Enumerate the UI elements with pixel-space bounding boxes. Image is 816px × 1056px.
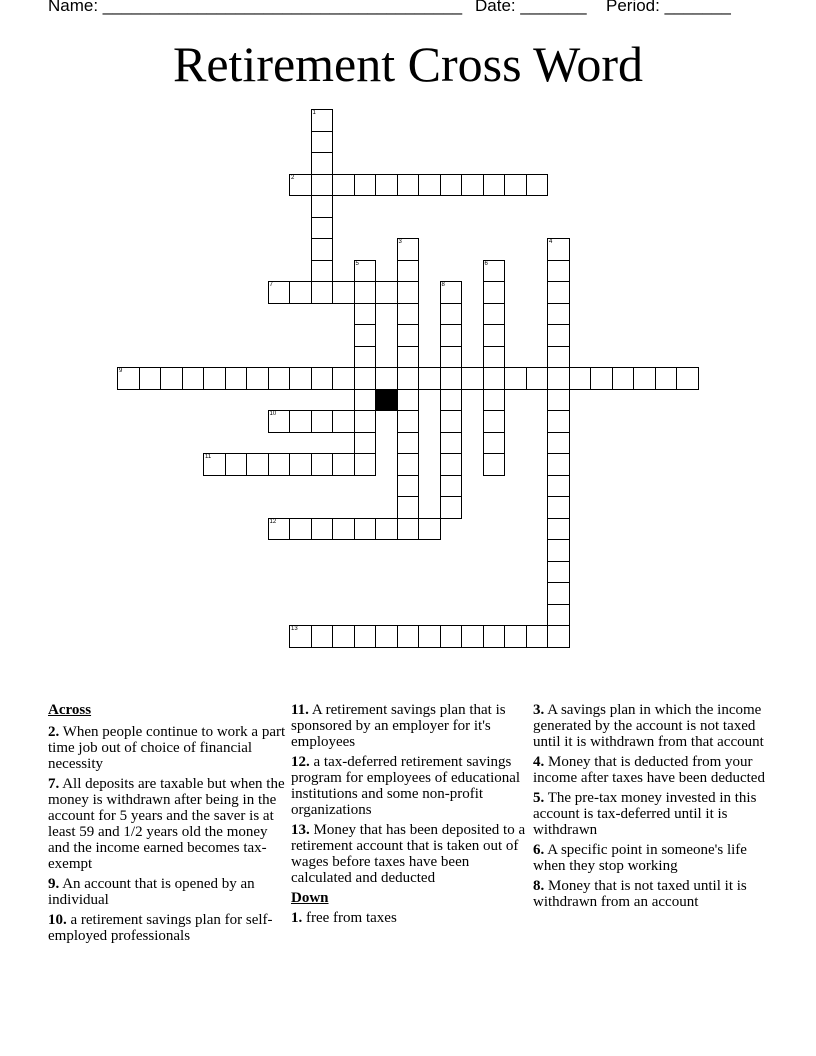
grid-cell[interactable] [332, 625, 355, 648]
grid-cell[interactable] [547, 539, 570, 562]
across-clue-7: 7. All deposits are taxable but when the money is withdrawn after being in the account for 5 years and the saver is at least 59 and 1/2 years old the money and the income earned becomes tax-exempt [48, 776, 285, 872]
clue-column-1 [48, 702, 286, 948]
grid-cell[interactable] [354, 324, 377, 347]
grid-cell[interactable] [440, 324, 463, 347]
grid-cell[interactable] [268, 410, 291, 433]
grid-cell[interactable] [483, 453, 506, 476]
grid-cell[interactable] [311, 131, 334, 154]
grid-cell[interactable] [397, 346, 420, 369]
grid-cell[interactable] [311, 174, 334, 197]
grid-cell[interactable] [440, 475, 463, 498]
grid-cell[interactable] [547, 260, 570, 283]
grid-cell[interactable] [354, 453, 377, 476]
across-clue-12: 12. a tax-deferred retirement savings program for employees of educational institutions and some non-profit organizations [291, 754, 521, 818]
across-clue-2: 2. When people continue to work a part time job out of choice of financial necessity [48, 724, 286, 772]
grid-cell[interactable] [354, 432, 377, 455]
across-clue-13: 13. Money that has been deposited to a retirement account that is taken out of wages before taxes have been calculated and deducted [291, 822, 526, 886]
grid-cell[interactable] [418, 367, 441, 390]
grid-cell[interactable] [397, 389, 420, 412]
grid-cell[interactable] [397, 303, 420, 326]
clue-column-2 [291, 702, 529, 930]
grid-cell[interactable] [311, 238, 334, 261]
grid-cell[interactable] [526, 174, 549, 197]
grid-cell[interactable] [547, 389, 570, 412]
grid-cell[interactable] [289, 367, 312, 390]
grid-cell[interactable] [203, 453, 226, 476]
date-field[interactable]: Date: _______ [475, 0, 587, 15]
grid-cell[interactable] [397, 281, 420, 304]
grid-cell[interactable] [504, 367, 527, 390]
grid-cell[interactable] [440, 453, 463, 476]
black-square [375, 389, 398, 412]
clue-number: 8 [441, 282, 445, 288]
grid-cell[interactable] [397, 174, 420, 197]
grid-cell[interactable] [526, 625, 549, 648]
grid-cell[interactable] [332, 174, 355, 197]
grid-cell[interactable] [354, 346, 377, 369]
grid-cell[interactable] [289, 625, 312, 648]
grid-cell[interactable] [397, 432, 420, 455]
grid-cell[interactable] [633, 367, 656, 390]
grid-cell[interactable] [547, 432, 570, 455]
grid-cell[interactable] [504, 625, 527, 648]
grid-cell[interactable] [354, 174, 377, 197]
grid-cell[interactable] [246, 453, 269, 476]
grid-cell[interactable] [547, 475, 570, 498]
name-field[interactable]: Name: ______________________________________ [48, 0, 463, 15]
grid-cell[interactable] [461, 174, 484, 197]
grid-cell[interactable] [440, 367, 463, 390]
grid-cell[interactable] [268, 281, 291, 304]
grid-cell[interactable] [354, 367, 377, 390]
grid-cell[interactable] [397, 453, 420, 476]
down-clue-1: 1. free from taxes [291, 910, 397, 926]
grid-cell[interactable] [483, 324, 506, 347]
grid-cell[interactable] [311, 453, 334, 476]
clue-number: 9 [119, 368, 123, 374]
grid-cell[interactable] [483, 260, 506, 283]
grid-cell[interactable] [547, 324, 570, 347]
grid-cell[interactable] [182, 367, 205, 390]
grid-cell[interactable] [547, 453, 570, 476]
grid-cell[interactable] [268, 367, 291, 390]
grid-cell[interactable] [547, 582, 570, 605]
grid-cell[interactable] [203, 367, 226, 390]
grid-cell[interactable] [332, 410, 355, 433]
grid-cell[interactable] [397, 518, 420, 541]
grid-cell[interactable] [354, 410, 377, 433]
grid-cell[interactable] [483, 432, 506, 455]
grid-cell[interactable] [418, 518, 441, 541]
grid-cell[interactable] [440, 432, 463, 455]
grid-cell[interactable] [547, 303, 570, 326]
clue-number: 10 [269, 411, 277, 417]
down-clue-8: 8. Money that is not taxed until it is withdrawn from an account [533, 878, 747, 910]
clue-number: 2 [291, 174, 295, 181]
clue-number: 6 [484, 260, 488, 267]
grid-cell[interactable] [547, 561, 570, 584]
grid-cell[interactable] [289, 453, 312, 476]
grid-cell[interactable] [547, 518, 570, 541]
clue-number: 7 [269, 282, 273, 288]
grid-cell[interactable] [375, 174, 398, 197]
across-clue-9: 9. An account that is opened by an individual [48, 876, 255, 908]
clue-number: 13 [291, 626, 298, 632]
down-clue-3: 3. A savings plan in which the income generated by the account is not taxed until it is withdrawn from that account [533, 702, 764, 750]
grid-cell[interactable] [354, 303, 377, 326]
grid-cell[interactable] [289, 174, 312, 197]
clue-number: 11 [205, 454, 212, 460]
period-field[interactable]: Period: _______ [606, 0, 731, 15]
clue-number: 3 [398, 239, 402, 245]
grid-cell[interactable] [547, 346, 570, 369]
grid-cell[interactable] [397, 475, 420, 498]
grid-cell[interactable] [289, 518, 312, 541]
grid-cell[interactable] [311, 410, 334, 433]
grid-cell[interactable] [440, 410, 463, 433]
grid-cell[interactable] [547, 496, 570, 519]
grid-cell[interactable] [117, 367, 140, 390]
grid-cell[interactable] [268, 518, 291, 541]
grid-cell[interactable] [354, 389, 377, 412]
grid-cell[interactable] [397, 260, 420, 283]
grid-cell[interactable] [483, 410, 506, 433]
grid-cell[interactable] [246, 367, 269, 390]
grid-cell[interactable] [612, 367, 635, 390]
clue-number: 1 [312, 110, 316, 116]
grid-cell[interactable] [332, 518, 355, 541]
grid-cell[interactable] [354, 260, 377, 283]
clue-column-3 [533, 702, 771, 914]
grid-cell[interactable] [440, 303, 463, 326]
grid-cell[interactable] [354, 518, 377, 541]
grid-cell[interactable] [289, 410, 312, 433]
grid-cell[interactable] [418, 174, 441, 197]
grid-cell[interactable] [483, 367, 506, 390]
grid-cell[interactable] [311, 260, 334, 283]
grid-cell[interactable] [440, 389, 463, 412]
grid-cell[interactable] [375, 281, 398, 304]
grid-cell[interactable] [461, 367, 484, 390]
grid-cell[interactable] [311, 195, 334, 218]
grid-cell[interactable] [547, 367, 570, 390]
grid-cell[interactable] [311, 367, 334, 390]
grid-cell[interactable] [547, 604, 570, 627]
grid-cell[interactable] [311, 518, 334, 541]
grid-cell[interactable] [160, 367, 183, 390]
grid-cell[interactable] [332, 281, 355, 304]
grid-cell[interactable] [547, 625, 570, 648]
grid-cell[interactable] [440, 281, 463, 304]
grid-cell[interactable] [397, 367, 420, 390]
grid-cell[interactable] [397, 324, 420, 347]
grid-cell[interactable] [354, 625, 377, 648]
grid-cell[interactable] [354, 281, 377, 304]
grid-cell[interactable] [311, 152, 334, 175]
grid-cell[interactable] [461, 625, 484, 648]
grid-cell[interactable] [268, 453, 291, 476]
down-clue-6: 6. A specific point in someone's life when they stop working [533, 842, 747, 874]
down-clue-5: 5. The pre-tax money invested in this account is tax-deferred until it is withdrawn [533, 790, 757, 838]
grid-cell[interactable] [440, 346, 463, 369]
clue-number: 5 [355, 260, 359, 267]
grid-cell[interactable] [397, 496, 420, 519]
grid-cell[interactable] [483, 174, 506, 197]
grid-cell[interactable] [418, 625, 441, 648]
grid-cell[interactable] [311, 217, 334, 240]
grid-cell[interactable] [483, 625, 506, 648]
grid-cell[interactable] [397, 625, 420, 648]
grid-cell[interactable] [225, 453, 248, 476]
grid-cell[interactable] [504, 174, 527, 197]
down-heading: Down [291, 890, 329, 906]
grid-cell[interactable] [332, 367, 355, 390]
grid-cell[interactable] [655, 367, 678, 390]
grid-cell[interactable] [590, 367, 613, 390]
grid-cell[interactable] [483, 389, 506, 412]
grid-cell[interactable] [139, 367, 162, 390]
grid-cell[interactable] [483, 303, 506, 326]
down-clue-4: 4. Money that is deducted from your income after taxes have been deducted [533, 754, 765, 786]
across-heading: Across [48, 702, 92, 718]
grid-cell[interactable] [569, 367, 592, 390]
grid-cell[interactable] [483, 346, 506, 369]
grid-cell[interactable] [375, 625, 398, 648]
across-clue-11: 11. A retirement savings plan that is sponsored by an employer for it's employees [291, 702, 506, 750]
grid-cell[interactable] [440, 174, 463, 197]
grid-cell[interactable] [526, 367, 549, 390]
page-title: Retirement Cross Word [173, 36, 643, 92]
grid-cell[interactable] [289, 281, 312, 304]
grid-cell[interactable] [311, 281, 334, 304]
grid-cell[interactable] [332, 453, 355, 476]
clue-number: 4 [549, 239, 553, 245]
grid-cell[interactable] [440, 496, 463, 519]
grid-cell[interactable] [225, 367, 248, 390]
grid-cell[interactable] [676, 367, 699, 390]
grid-cell[interactable] [397, 238, 420, 261]
grid-cell[interactable] [483, 281, 506, 304]
grid-cell[interactable] [311, 109, 334, 132]
clue-number: 12 [269, 518, 277, 525]
grid-cell[interactable] [375, 518, 398, 541]
grid-cell[interactable] [547, 281, 570, 304]
grid-cell[interactable] [547, 238, 570, 261]
grid-cell[interactable] [397, 410, 420, 433]
across-clue-10: 10. a retirement savings plan for self-employed professionals [48, 912, 273, 944]
grid-cell[interactable] [547, 410, 570, 433]
grid-cell[interactable] [440, 625, 463, 648]
grid-cell[interactable] [311, 625, 334, 648]
grid-cell[interactable] [375, 367, 398, 390]
